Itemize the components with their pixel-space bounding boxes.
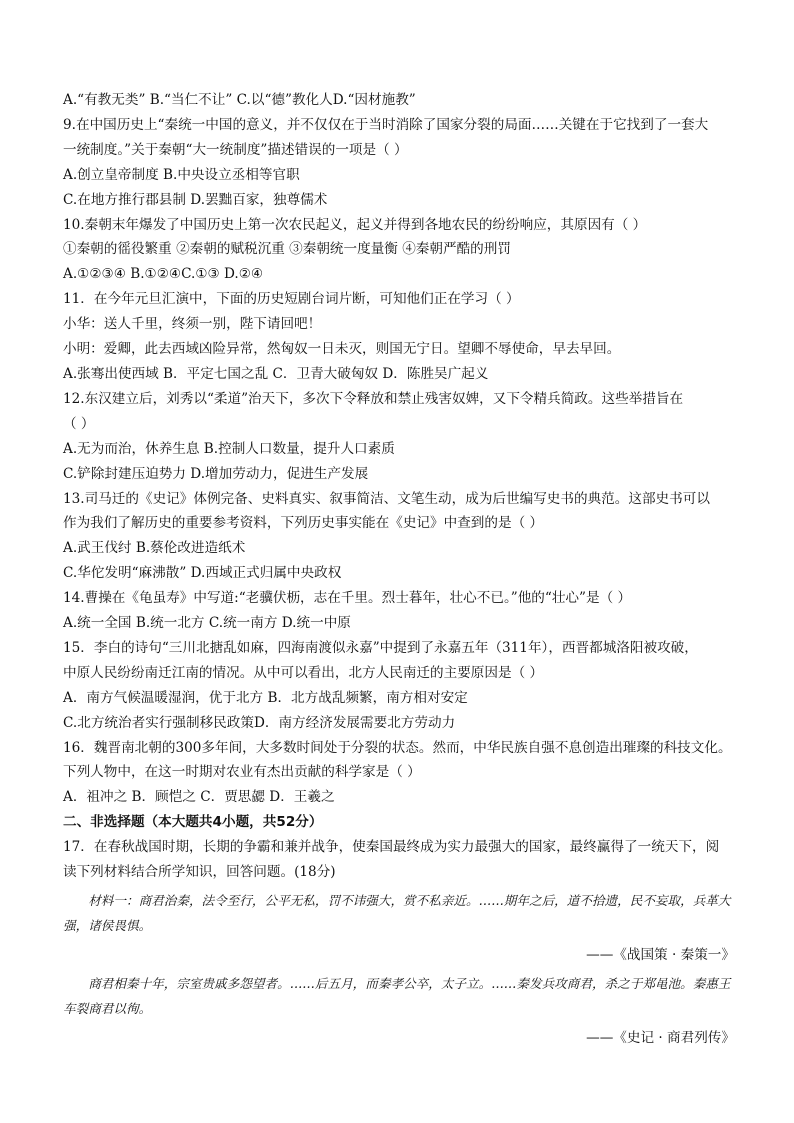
q10-options: A.①②③④ B.①②④C.①③ D.②④ — [63, 266, 264, 283]
q11-options: A.张骞出使西域 B．平定七国之乱 C．卫青大破匈奴 D．陈胜吴广起义 — [63, 365, 489, 382]
q10-stem: 10.秦朝末年爆发了中国历史上第一次农民起义，起义并得到各地农民的纷纷响应，其原因有（ ） — [63, 216, 647, 233]
q9-options-cd: C.在地方推行郡县制 D.罢黜百家，独尊儒术 — [63, 191, 328, 208]
q13-stem-line1: 13.司马迁的《史记》体例完备、史料真实、叙事简洁、文笔生动，成为后世编写史书的典范。这部史书可以 — [63, 490, 710, 507]
section-heading: 二、非选择题（本大题共4小题，共52分） — [63, 814, 323, 831]
q15-stem-line1: 15．李白的诗句“三川北搪乱如麻，四海南渡似永嘉”中提到了永嘉五年（311年），西晋都城洛阳被攻破， — [63, 639, 698, 656]
q13-options-ab: A.武王伐纣 B.蔡伦改进造纸术 — [63, 540, 246, 557]
q8-options: A.“有教无类” B.“当仁不让” C.以“德”教化人D.“因材施教” — [63, 92, 416, 108]
q11-stem: 11．在今年元旦汇演中，下面的历史短剧台词片断，可知他们正在学习（ ） — [63, 291, 520, 308]
q15-stem-line2: 中原人民纷纷南迁江南的情况。从中可以看出，北方人民南迁的主要原因是（ ） — [63, 664, 544, 681]
q12-options-ab: A.无为而治，休养生息 B.控制人口数量，提升人口素质 — [63, 440, 395, 457]
page-content — [63, 88, 735, 1055]
q16-stem-line2: 下列人物中，在这一时期对农业有杰出贡献的科学家是（ ） — [63, 764, 421, 781]
q9-options-ab: A.创立皇帝制度 B.中央设立丞相等官职 — [63, 166, 300, 183]
material-2-source: ——《史记 · 商君列传》 — [586, 1030, 735, 1046]
material-2-text: 商君相秦十年，宗室贵戚多怨望者。……后五月，而秦孝公卒，太子立。……秦发兵攻商君，杀之于郑黾池。秦惠王车裂商君以徇。 — [63, 976, 731, 1016]
q14-stem: 14.曹操在《龟虽寿》中写道:“老骥伏枥，志在千里。烈士暮年，壮心不已。”他的“壮心”是（ ） — [63, 590, 632, 607]
q9-stem-line2: 一统制度。”关于秦朝“大一统制度”描述错误的一项是（ ） — [63, 141, 408, 158]
q11-dialogue-xiaoming: 小明：爱卿，此去西域凶险异常，然匈奴一日未灭，则国无宁日。望卿不辱使命，早去早回。 — [63, 341, 621, 358]
material-1-text: 材料一：商君治秦，法令至行，公平无私，罚不讳强大，赏不私亲近。……期年之后，道不拾遗，民不妄取，兵革大强，诸侯畏惧。 — [63, 893, 731, 933]
q12-options-cd: C.铲除封建压迫势力 D.增加劳动力，促进生产发展 — [63, 465, 369, 482]
q12-stem-line2: （ ） — [63, 415, 95, 432]
q11-dialogue-xiaohua: 小华：送人千里，终须一别，陛下请回吧！ — [63, 316, 322, 333]
q17-stem-line2: 读下列材料结合所学知识，回答问题。(18分) — [63, 864, 336, 881]
q9-stem-line1: 9.在中国历史上“秦统一中国的意义，并不仅仅在于当时消除了国家分裂的局面……关键在于它找到了一套大 — [63, 116, 709, 133]
q16-options: A．祖冲之 B．顾恺之 C．贾思勰 D．王羲之 — [63, 789, 335, 806]
q13-options-cd: C.华佗发明“麻沸散” D.西域正式归属中央政权 — [63, 565, 342, 582]
q10-items: ①秦朝的徭役繁重 ②秦朝的赋税沉重 ③秦朝统一度量衡 ④秦朝严酷的刑罚 — [63, 241, 511, 258]
q17-stem-line1: 17．在春秋战国时期，长期的争霸和兼并战争，使秦国最终成为实力最强大的国家，最终赢得了一统天下，阅 — [63, 839, 720, 856]
q15-options-ab: A．南方气候温暖湿润，优于北方 B．北方战乱频繁，南方相对安定 — [63, 689, 468, 706]
q15-options-cd: C.北方统治者实行强制移民政策D．南方经济发展需要北方劳动力 — [63, 714, 456, 731]
q12-stem-line1: 12.东汉建立后，刘秀以“柔道”治天下，多次下令释放和禁止残害奴婢，又下令精兵简政。这些举措旨在 — [63, 390, 684, 407]
q13-stem-line2: 作为我们了解历史的重要参考资料，下列历史事实能在《史记》中查到的是（ ） — [63, 515, 544, 532]
material-1-source: ——《战国策 · 秦策一》 — [586, 947, 735, 963]
q14-options: A.统一全国 B.统一北方 C.统一南方 D.统一中原 — [63, 615, 351, 632]
q16-stem-line1: 16．魏晋南北朝的300多年间，大多数时间处于分裂的状态。然而，中华民族自强不息创造出璀璨的科技文化。 — [63, 739, 732, 756]
